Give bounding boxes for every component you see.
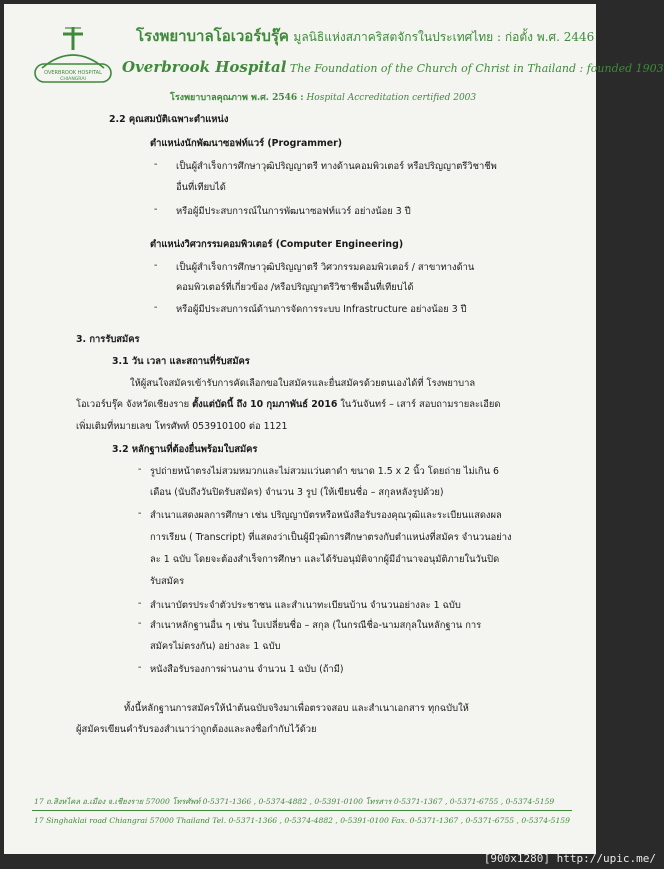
- svg-text:OVERBROOK HOSPITAL: OVERBROOK HOSPITAL: [44, 70, 102, 76]
- doc-item4-line1: สำเนาหลักฐานอื่น ๆ เช่น ใบเปลี่ยนชื่อ – สกุล (ในกรณีชื่อ-นามสกุลในหลักฐาน การ: [150, 620, 482, 631]
- bullet-dash: -: [138, 464, 142, 475]
- deadline: ตั้งแต่บัดนี้ ถึง 10 กุมภาพันธ์ 2016: [192, 399, 338, 410]
- doc-item4-line2: สมัครไม่ตรงกัน) อย่างละ 1 ฉบับ: [150, 641, 281, 652]
- svg-text:CHIANGRAI: CHIANGRAI: [60, 77, 86, 82]
- foundation-english: The Foundation of the Church of Christ in Thailand : founded 1903: [289, 62, 664, 75]
- hospital-english-name: Overbrook Hospital: [122, 58, 287, 76]
- doc-item3: สำเนาบัตรประจำตัวประชาชน และสำเนาทะเบียนบ้าน จำนวนอย่างละ 1 ฉบับ: [150, 600, 461, 611]
- position1-item1-line1: เป็นผู้สำเร็จการศึกษาวุฒิปริญญาตรี ทางด้านคอมพิวเตอร์ หรือปริญญาตรีวิชาชีพ: [176, 161, 497, 172]
- bullet-dash: -: [154, 260, 158, 271]
- bullet-dash: -: [138, 618, 142, 629]
- position1-item2: หรือผู้มีประสบการณ์ในการพัฒนาซอฟท์แวร์ อย่างน้อย 3 ปี: [176, 206, 411, 217]
- doc-item1-line1: รูปถ่ายหน้าตรงไม่สวมหมวกและไม่สวมแว่นตาดำ ขนาด 1.5 x 2 นิ้ว โดยถ่าย ไม่เกิน 6: [150, 466, 499, 477]
- bullet-dash: -: [154, 159, 158, 170]
- position1-title: ตำแหน่งนักพัฒนาซอฟท์แวร์ (Programmer): [150, 138, 343, 149]
- closing-line1: ทั้งนี้หลักฐานการสมัครให้นำต้นฉบับจริงมาเพื่อตรวจสอบ และสำเนาเอกสาร ทุกฉบับให้: [124, 703, 469, 714]
- bullet-dash: -: [138, 508, 142, 519]
- bullet-dash: -: [138, 662, 142, 673]
- doc-item2-line2: การเรียน ( Transcript) ที่แสดงว่าเป็นผู้มีวุฒิการศึกษาตรงกับตำแหน่งที่สมัคร จำนวนอย่าง: [150, 532, 512, 543]
- closing-line2: ผู้สมัครเขียนคำรับรองสำเนาว่าถูกต้องและลงชื่อกำกับไว้ด้วย: [76, 724, 317, 735]
- doc-item2-line4: รับสมัคร: [150, 576, 185, 587]
- doc-item5: หนังสือรับรองการผ่านงาน จำนวน 1 ฉบับ (ถ้ามี): [150, 664, 344, 675]
- document-page: [4, 4, 664, 854]
- hospital-thai-name: โรงพยาบาลโอเวอร์บรุ๊ค: [136, 27, 289, 45]
- office-days: ในวันจันทร์ – เสาร์ สอบถามรายละเอียด: [340, 399, 501, 410]
- bullet-dash: -: [154, 302, 158, 313]
- header-thai: [136, 24, 594, 48]
- foundation-thai: มูลนิธิแห่งสภาคริสตจักรในประเทศไทย : ก่อตั้ง พ.ศ. 2446: [293, 30, 595, 44]
- accreditation-line: [170, 90, 476, 104]
- watermark-label: [900x1280] http://upic.me/: [483, 852, 656, 865]
- position2-item2: หรือผู้มีประสบการณ์ด้านการจัดการระบบ Infrastructure อย่างน้อย 3 ปี: [176, 304, 467, 315]
- doc-item1-line2: เดือน (นับถึงวันปิดรับสมัคร) จำนวน 3 รูป (ให้เขียนชื่อ – สกุลหลังรูปด้วย): [150, 487, 444, 498]
- section-3-1-line2: [76, 397, 500, 412]
- footer-thai: 17 ถ.สิงหไคล อ.เมือง จ.เชียงราย 57000 โทรศัพท์ 0-5371-1366 , 0-5374-4882 , 0-5391-0100 โทรสาร 0-5371-1367 , 0-5371-6755 , 0-5374-5159: [34, 797, 555, 806]
- section-3-2-title: 3.2 หลักฐานที่ต้องยื่นพร้อมใบสมัคร: [112, 444, 258, 455]
- doc-item2-line3: ละ 1 ฉบับ โดยจะต้องสำเร็จการศึกษา และได้รับอนุมัติจากผู้มีอำนาจอนุมัติภายในวันปิด: [150, 554, 500, 565]
- section-3-1-title: 3.1 วัน เวลา และสถานที่รับสมัคร: [112, 356, 250, 367]
- position2-title: ตำแหน่งวิศวกรรมคอมพิวเตอร์ (Computer Engineering): [150, 239, 404, 250]
- doc-item2-line1: สำเนาแสดงผลการศึกษา เช่น ปริญญาบัตรหรือหนังสือรับรองคุณวุฒิและระเบียนแสดงผล: [150, 510, 502, 521]
- position2-item1-line1: เป็นผู้สำเร็จการศึกษาวุฒิปริญญาตรี วิศวกรรมคอมพิวเตอร์ / สาขาทางด้าน: [176, 262, 475, 273]
- position1-item1-line2: อื่นที่เทียบได้: [176, 182, 226, 193]
- section-3-1-line1: ให้ผู้สนใจสมัครเข้ารับการคัดเลือกขอใบสมัครและยื่นสมัครด้วยตนเองได้ที่ โรงพยาบาล: [130, 378, 476, 389]
- accreditation-thai: โรงพยาบาลคุณภาพ พ.ศ. 2546 :: [170, 93, 304, 103]
- section-3-1-line3: เพิ่มเติมที่หมายเลข โทรศัพท์ 053910100 ต่อ 1121: [76, 421, 288, 432]
- section-2-2-title: 2.2 คุณสมบัติเฉพาะตำแหน่ง: [109, 114, 229, 125]
- header-english: [122, 58, 664, 76]
- hospital-location: โอเวอร์บรุ๊ค จังหวัดเชียงราย: [76, 399, 190, 410]
- bullet-dash: -: [138, 598, 142, 609]
- position2-item1-line2: คอมพิวเตอร์ที่เกี่ยวข้อง /หรือปริญญาตรีวิชาชีพอื่นที่เทียบได้: [176, 282, 414, 293]
- hospital-logo: [32, 24, 114, 86]
- footer-divider: [32, 810, 572, 811]
- accreditation-english: Hospital Accreditation certified 2003: [306, 93, 477, 103]
- bullet-dash: -: [154, 204, 158, 215]
- section-3-title: 3. การรับสมัคร: [76, 334, 140, 345]
- footer-english: 17 Singhaklai road Chiangrai 57000 Thailand Tel. 0-5371-1366 , 0-5374-4882 , 0-5391-0100 Fax. 0-5371-1367 , 0-5371-6755 , 0-5374-5159: [34, 816, 570, 825]
